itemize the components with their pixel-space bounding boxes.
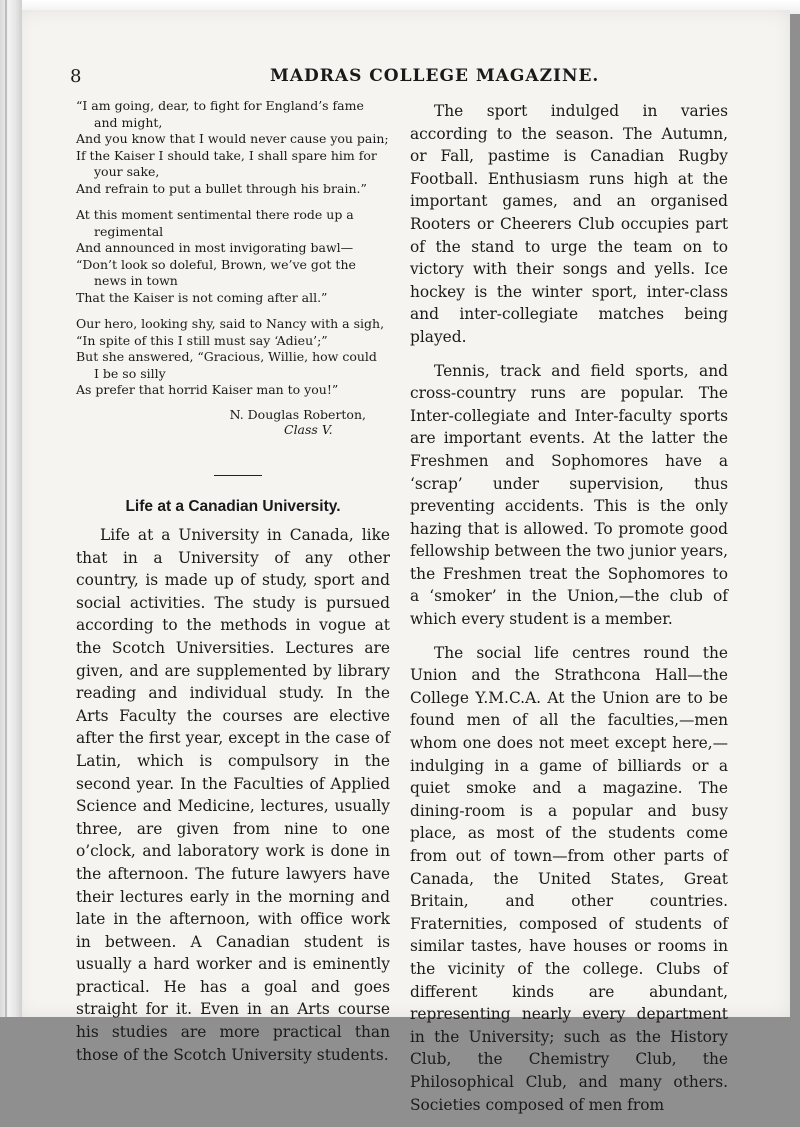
poem-stanza (76, 98, 390, 197)
section-divider (214, 475, 262, 477)
poem-line: I be so silly (94, 365, 166, 381)
article-title: Life at a Canadian University. (125, 498, 341, 515)
right-column (410, 100, 728, 1127)
poem-line: “Don’t look so doleful, Brown, we’ve got the (76, 256, 356, 272)
poem-line: news in town (94, 273, 178, 288)
poem-line: But she answered, “Gracious, Willie, how could (76, 349, 377, 364)
poem-line: And announced in most invigorating bawl— (76, 240, 354, 255)
left-column (76, 98, 390, 1066)
poem-line: At this moment sentimental there rode up a (76, 207, 354, 222)
poem-line: “In spite of this I still must say ‘Adieu’;” (76, 332, 328, 348)
article-paragraph: The sport indulged in varies according to the season. The Autumn, or Fall, pastime is Canadian Rugby Football. Enthusiasm runs high at the important games, and an organised Rooters or Cheerers Club occupies part of the stand to urge the team on to victory with their songs and yells. Ice hockey is the winter sport, inter-class and inter-collegiate matches being played. (410, 102, 728, 346)
running-head: MADRAS COLLEGE MAGAZINE. (270, 66, 600, 86)
poem-stanza (76, 207, 390, 306)
poem-line: “I am going, dear, to fight for England’s fame (76, 98, 364, 113)
poem-author-class: Class V. (284, 421, 333, 437)
poem-line: If the Kaiser I should take, I shall spare him for (76, 147, 377, 163)
poem-line: your sake, (94, 164, 160, 179)
poem-line: And you know that I would never cause you pain; (76, 131, 389, 146)
poem-line: and might, (94, 114, 163, 130)
poem-line: That the Kaiser is not coming after all.” (76, 289, 328, 305)
poem (76, 98, 390, 399)
poem-line: regimental (94, 223, 164, 239)
book-spine (0, 0, 22, 1017)
poem-author: N. Douglas Roberton, (229, 406, 366, 422)
poem-line: And refrain to put a bullet through his brain.” (76, 180, 367, 196)
poem-line: As prefer that horrid Kaiser man to you!” (76, 382, 339, 397)
poem-stanza (76, 316, 390, 399)
poem-line: Our hero, looking shy, said to Nancy with a sigh, (76, 316, 385, 331)
article-paragraph: Life at a University in Canada, like that in a University of any other country, is made up of study, sport and social activities. The study is pursued according to the methods in vogue at the Scotch Universities. Lectures are given, and are supplemented by library reading and individual study. In the Arts Faculty the courses are elective after the first year, except in the case of Latin, which is compulsory in the second year. In the Faculties of Applied Science and Medicine, lectures, usually three, are given from nine to one o’clock, and laboratory work is done in the afternoon. The future lawyers have their lectures early in the morning and late in the afternoon, with office work in between. A Canadian student is usually a hard worker and is eminently practical. He has a goal and goes straight for it. Even in an Arts course his studies are more practical than those of the Scotch University students. (76, 526, 390, 1064)
page-number: 8 (70, 66, 82, 87)
article-paragraph: The social life centres round the Union and the Strathcona Hall—the College Y.M.C.A. At the Union are to be found men of all the faculties,—men whom one does not meet except here,—indulging in a game of billiards or a quiet smoke and a magazine. The dining-room is a popular and busy place, as most of the students come from out of town—from other parts of Canada, the United States, Great Britain, and other countries. Fraternities, composed of students of similar tastes, have houses or rooms in the vicinity of the college. Clubs of different kinds are abundant, representing nearly every department in the University; such as the History Club, the Chemistry Club, the Philosophical Club, and many others. Societies composed of men from (410, 643, 728, 1114)
article-paragraph: Tennis, track and field sports, and cross-country runs are popular. The Inter-collegiate and Inter-faculty sports are important events. At the latter the Freshmen and Sophomores have a ‘scrap’ under supervision, thus preventing accidents. This is the only hazing that is allowed. To promote good fellowship between the two junior years, the Freshmen treat the Sophomores to a ‘smoker’ in the Union,—the club of which every student is a member. (410, 361, 728, 629)
